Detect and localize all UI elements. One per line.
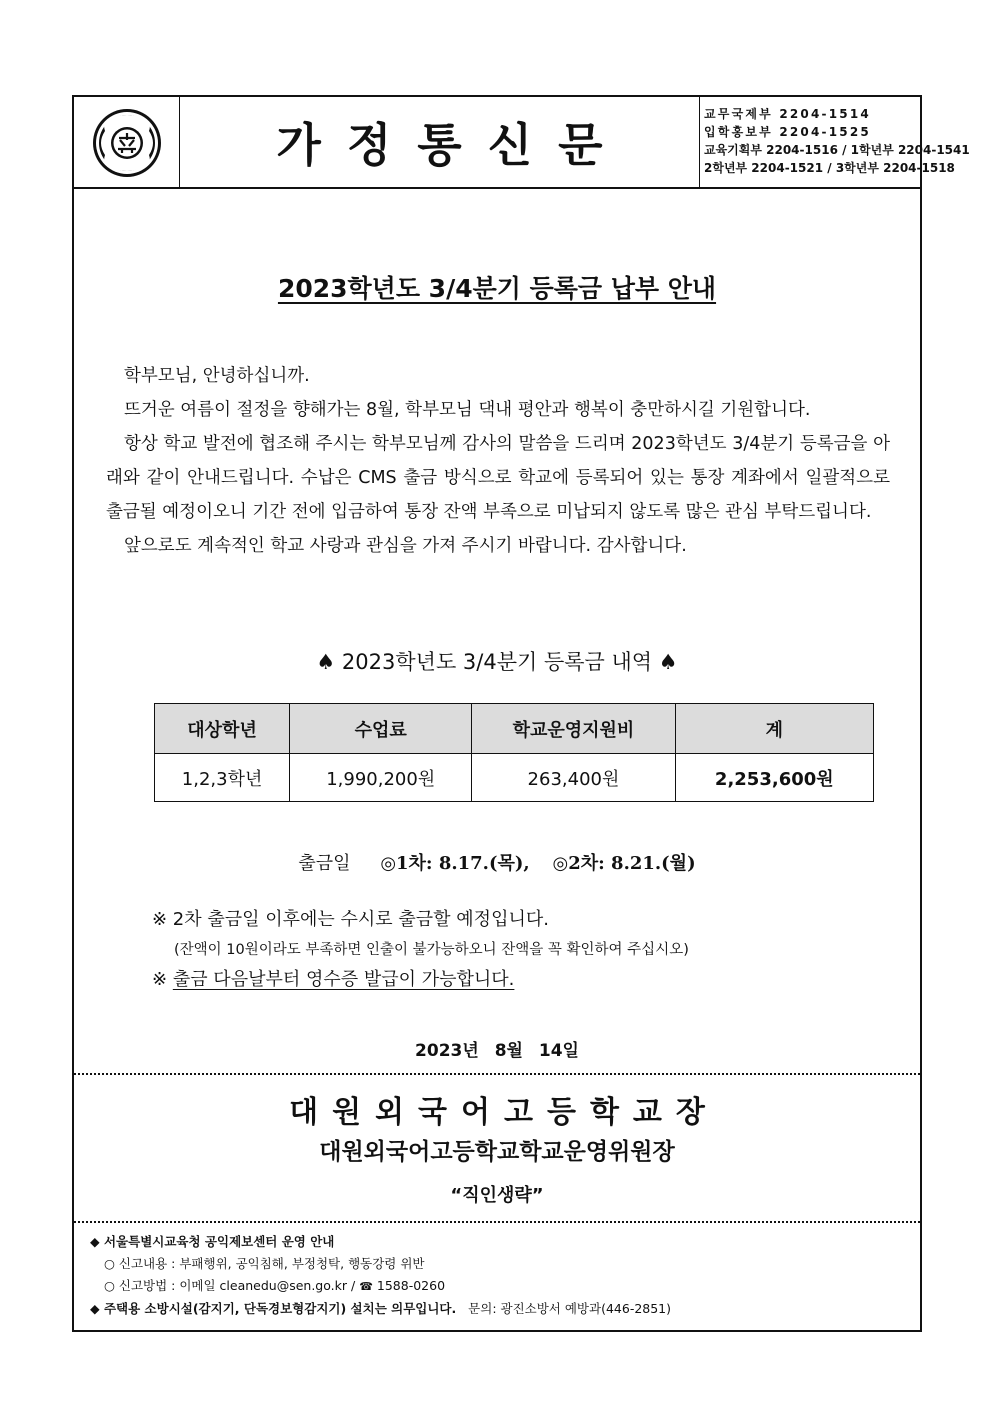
seal-omitted: “직인생략” — [450, 1185, 544, 1206]
contact-line: 입학홍보부 2204-1525 — [704, 125, 871, 139]
notes — [152, 905, 892, 995]
body-paragraph: 앞으로도 계속적인 학교 사랑과 관심을 가져 주시기 바랍니다. 감사합니다. — [124, 536, 687, 556]
footer-line: ○ 신고내용 : 부패행위, 공익침해, 부정청탁, 행동강령 위반 — [104, 1256, 425, 1271]
fee-table-cell: 1,990,200원 — [290, 754, 472, 802]
note-mark: ※ — [152, 969, 173, 990]
document-title — [74, 269, 920, 305]
school-emblem-icon — [74, 97, 180, 187]
contact-line: 교육기획부 2204-1516 / 1학년부 2204-1541 — [704, 143, 970, 157]
committee-name: 대원외국어고등학교학교운영위원장 — [319, 1139, 675, 1165]
note-line — [152, 965, 892, 995]
footer-phone: 1588-0260 — [376, 1278, 446, 1293]
principal-name: 대원외국어고등학교장 — [289, 1095, 719, 1130]
logo-cell — [74, 97, 180, 187]
dotted-divider — [74, 1221, 920, 1223]
fee-table-header-row — [155, 704, 874, 754]
note-subline: (잔액이 10원이라도 부족하면 인출이 불가능하오니 잔액을 꼭 확인하여 주십시오) — [174, 942, 689, 958]
debit-first: ◎1차: 8.17.(목), — [380, 853, 530, 874]
fee-table-row — [155, 754, 874, 802]
contact-line: 교무국제부 2204-1514 — [704, 107, 871, 121]
footer-fire-contact: 문의: 광진소방서 예방과(446-2851) — [468, 1301, 672, 1316]
phone-icon: ☎ — [359, 1280, 373, 1293]
footer — [90, 1231, 910, 1320]
fee-table-header-cell: 계 — [675, 704, 873, 754]
body-paragraph: 항상 학교 발전에 협조해 주시는 학부모님께 감사의 말씀을 드리며 2023학년도 3/4분기 등록금을 아래와 같이 안내드립니다. 수납은 CMS 출금 방식으로 학교에 등록되어 있는 통장 계좌에서 일괄적으로 출금될 예정이오니 기간 전에 입금하여 통장 잔액 부족으로 미납되지 않도록 많은 관심 부탁드립니다. — [106, 434, 890, 522]
body-paragraph: 뜨거운 여름이 절정을 향해가는 8월, 학부모님 댁내 평안과 행복이 충만하시길 기원합니다. — [124, 400, 811, 420]
fee-table-header-cell: 학교운영지원비 — [472, 704, 675, 754]
debit-second: ◎2차: 8.21.(월) — [552, 853, 696, 874]
fee-table-header-cell: 대상학년 — [155, 704, 290, 754]
note-underlined-text: 출금 다음날부터 영수증 발급이 가능합니다. — [172, 969, 515, 990]
contact-cell — [700, 97, 970, 187]
contact-line: 2학년부 2204-1521 / 3학년부 2204-1518 — [704, 161, 955, 175]
dotted-divider — [74, 1073, 920, 1075]
footer-heading: ◆ 서울특별시교육청 공익제보센터 운영 안내 — [90, 1234, 335, 1249]
fee-section-title: ♠ 2023학년도 3/4분기 등록금 내역 ♠ — [316, 650, 678, 674]
fee-table-total-cell: 2,253,600원 — [675, 754, 873, 802]
footer-line — [90, 1275, 910, 1298]
debit-label: 출금일 — [298, 853, 351, 874]
footer-fire-notice: ◆ 주택용 소방시설(감지기, 단독경보형감지기) 설치는 의무입니다. — [90, 1301, 457, 1316]
header-title-cell — [180, 97, 700, 187]
fee-table-cell: 263,400원 — [472, 754, 675, 802]
document-frame — [72, 95, 970, 1332]
footer-line — [90, 1298, 910, 1320]
body-paragraph: 학부모님, 안녕하십니까. — [124, 366, 310, 386]
footer-email-link[interactable]: cleanedu@sen.go.kr — [219, 1278, 348, 1293]
body-text — [106, 359, 890, 563]
issue-date: 2023년 8월 14일 — [415, 1041, 579, 1061]
footer-separator: / — [347, 1278, 360, 1293]
debit-dates — [74, 849, 920, 875]
note-line: ※ 2차 출금일 이후에는 수시로 출금할 예정입니다. — [152, 909, 549, 930]
fee-table-cell: 1,2,3학년 — [155, 754, 290, 802]
footer-report-label: ○ 신고방법 : 이메일 — [104, 1278, 220, 1293]
fee-table — [154, 703, 874, 802]
header-title: 가정통신문 — [276, 118, 629, 172]
document-title-text: 2023학년도 3/4분기 등록금 납부 안내 — [277, 274, 717, 303]
fee-table-header-cell: 수업료 — [290, 704, 472, 754]
header — [74, 97, 970, 189]
